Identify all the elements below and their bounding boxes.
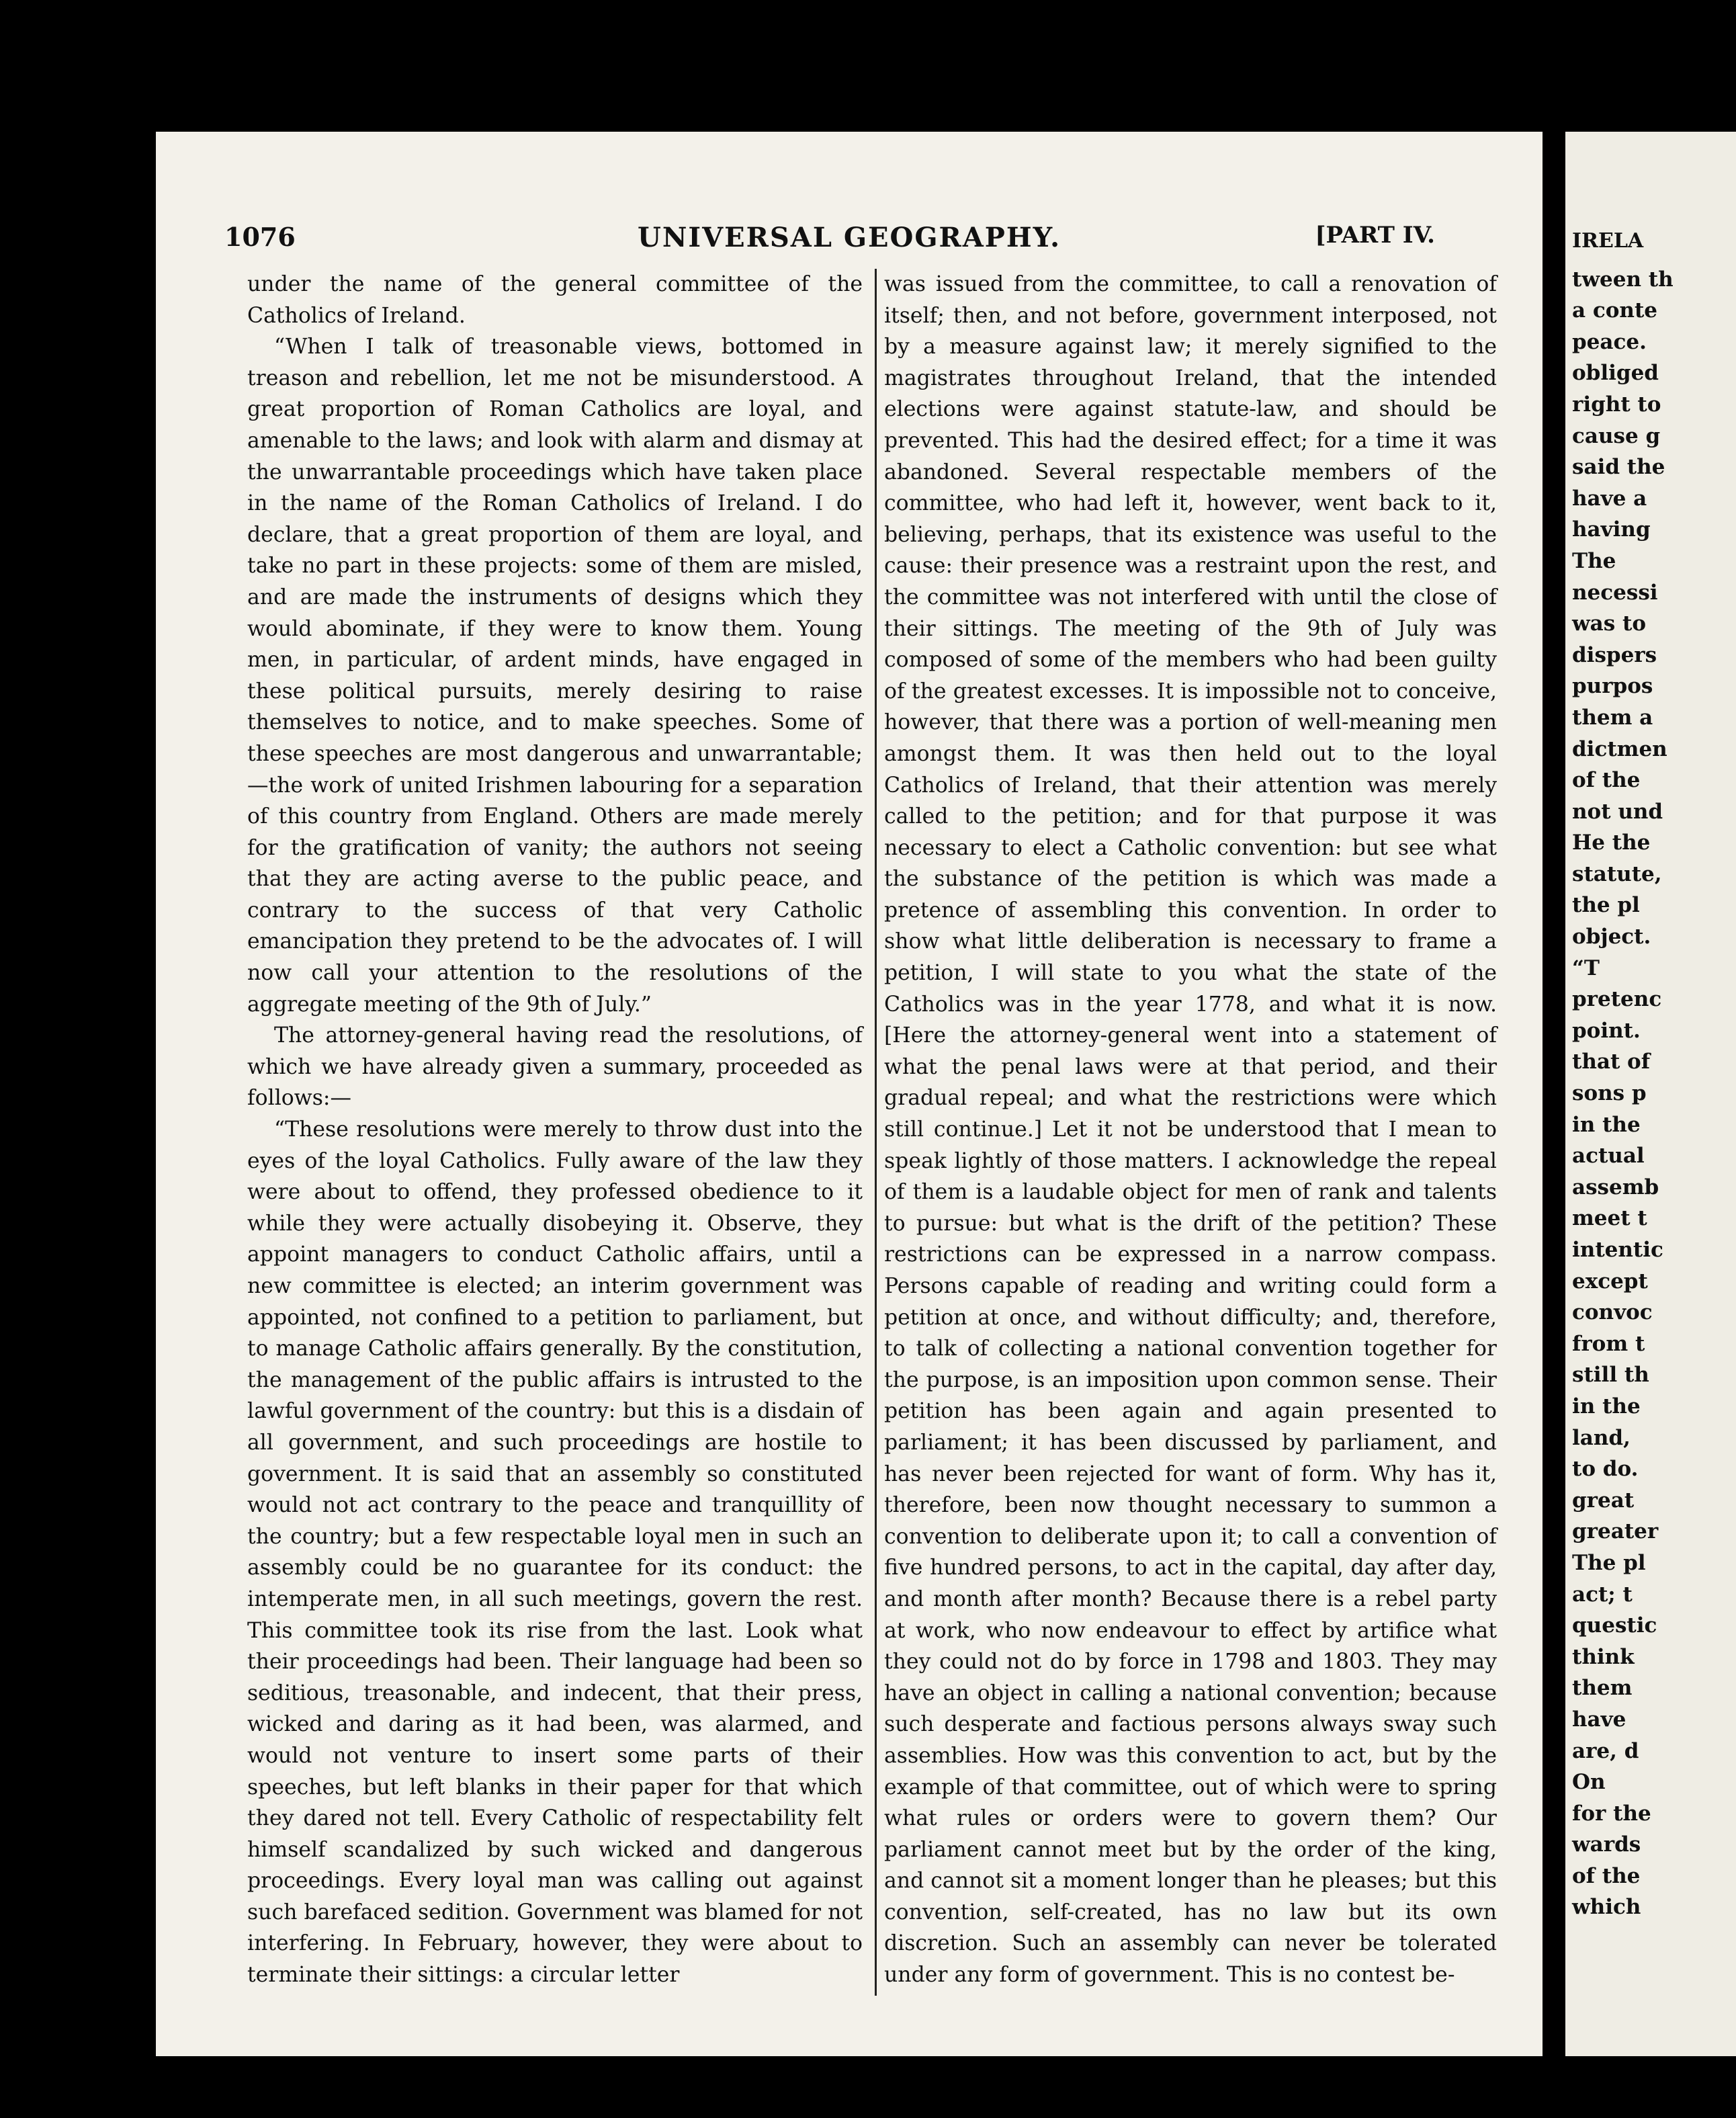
adjacent-page-line: for the — [1572, 1801, 1651, 1826]
adjacent-page-line: having — [1572, 517, 1651, 542]
paragraph: The attorney-general having read the resolutions, of which we have already given a summary, proceeded as follows:— — [247, 1023, 863, 1111]
adjacent-page-text — [1572, 226, 1733, 1923]
adjacent-page-line: to do. — [1572, 1457, 1639, 1482]
adjacent-page-line: dictmen — [1572, 736, 1667, 761]
adjacent-page-line: wards — [1572, 1832, 1641, 1857]
left-column — [247, 269, 863, 1991]
adjacent-page-line: necessi — [1572, 580, 1658, 605]
adjacent-page-line: purpos — [1572, 674, 1653, 699]
adjacent-page-title: IRELA — [1572, 229, 1644, 253]
adjacent-page-line: a conte — [1572, 298, 1658, 323]
adjacent-page-line: pretenc — [1572, 987, 1662, 1012]
adjacent-page-line: obliged — [1572, 361, 1659, 386]
adjacent-page-line: tween th — [1572, 267, 1674, 292]
right-column — [884, 269, 1497, 1991]
adjacent-page-line: He the — [1572, 831, 1651, 855]
book-page — [156, 132, 1543, 2056]
adjacent-page-line: intentic — [1572, 1238, 1663, 1262]
adjacent-page — [1565, 132, 1736, 2056]
column-rule — [875, 269, 877, 1996]
adjacent-page-line: them a — [1572, 705, 1653, 730]
adjacent-page-line: right to — [1572, 392, 1661, 417]
adjacent-page-line: except — [1572, 1269, 1648, 1294]
adjacent-page-lines — [1572, 264, 1733, 1923]
adjacent-page-line: which — [1572, 1895, 1641, 1920]
adjacent-page-line: greater — [1572, 1519, 1659, 1544]
adjacent-page-line: act; t — [1572, 1582, 1633, 1607]
adjacent-page-line: of the — [1572, 768, 1641, 793]
adjacent-page-line: point. — [1572, 1018, 1641, 1043]
part-label: [PART IV. — [1315, 222, 1435, 249]
adjacent-page-line: them — [1572, 1676, 1633, 1701]
adjacent-page-line: object. — [1572, 925, 1651, 949]
adjacent-page-line: from t — [1572, 1331, 1645, 1356]
adjacent-page-line: meet t — [1572, 1206, 1647, 1231]
adjacent-page-line: actual — [1572, 1144, 1645, 1169]
paragraph: “When I talk of treasonable views, bottomed in treason and rebellion, let me not be misunderstood. A great proportion of Roman Catholics are loyal, and amenable to the laws; and look with alarm and dismay at the unwarrantable proceedings which have taken place in the name of the Roman Catholics of Ireland. I do declare, that a great proportion of them are loyal, and take no part in these projects: some of them are misled, and are made the instruments of designs which they would abominate, if they were to know them. Young men, in particular, of ardent minds, have engaged in these political pursuits, merely desiring to raise themselves to notice, and to make speeches. Some of these speeches are most dangerous and unwarrantable;—the work of united Irishmen labouring for a separation of this country from England. Others are made merely for the gratification of vanity; the authors not seeing that they are acting averse to the public peace, and contrary to the success of that very Catholic emancipation they pretend to be the advocates of. I will now call your attention to the resolutions of the aggregate meeting of the 9th of July.” — [247, 335, 863, 1017]
page-number: 1076 — [224, 222, 296, 252]
adjacent-page-line: dispers — [1572, 642, 1657, 667]
adjacent-page-line: still th — [1572, 1363, 1649, 1388]
adjacent-page-line: in the — [1572, 1112, 1641, 1137]
adjacent-page-line: On — [1572, 1770, 1606, 1795]
adjacent-page-line: was to — [1572, 611, 1647, 636]
page-header — [156, 222, 1543, 262]
paragraph: under the name of the general committee of the Catholics of Ireland. — [247, 272, 863, 328]
adjacent-page-line: questic — [1572, 1613, 1657, 1638]
adjacent-page-line: assemb — [1572, 1175, 1659, 1199]
adjacent-page-line: land, — [1572, 1425, 1631, 1450]
adjacent-page-line: The pl — [1572, 1550, 1646, 1575]
adjacent-page-line: that of — [1572, 1050, 1651, 1074]
adjacent-page-line: great — [1572, 1488, 1635, 1513]
adjacent-page-line: of the — [1572, 1863, 1641, 1888]
adjacent-page-line: think — [1572, 1644, 1635, 1669]
adjacent-page-line: are, d — [1572, 1738, 1639, 1763]
adjacent-page-line: in the — [1572, 1394, 1641, 1418]
paragraph: was issued from the committee, to call a renovation of itself; then, and not before, government interposed, not by a measure against law; it merely signified to the magistrates throughout Ireland, that the intended elections were against statute-law, and should be prevented. This had the desired effect; for a time it was abandoned. Several respectable members of the committee, who had left it, however, went back to it, believing, perhaps, that its existence was useful to the cause: their presence was a restraint upon the rest, and the committee was not interfered with until the close of their sittings. The meeting of the 9th of July was composed of some of the members who had been guilty of the greatest excesses. It is impossible not to conceive, however, that there was a portion of well-meaning men amongst them. It was then held out to the loyal Catholics of Ireland, that their attention was merely called to the petition; and for that purpose it was necessary to elect a Catholic convention: but see what the substance of the petition is which was made a pretence of assembling this convention. In order to show what little deliberation is necessary to frame a petition, I will state to you what the state of the Catholics was in the year 1778, and what it is now. [Here the attorney-general went into a statement of what the penal laws were at that period, and their gradual repeal; and what the restrictions were which still continue.] Let it not be understood that I mean to speak lightly of those matters. I acknowledge the repeal of them is a laudable object for men of rank and talents to pursue: but what is the drift of the petition? These restrictions can be expressed in a narrow compass. Persons capable of reading and writing could form a petition at once, and without difficulty; and, therefore, to talk of collecting a national convention together for the purpose, is an imposition upon common sense. Their petition has been again and again presented to parliament; it has been discussed by parliament, and has never been rejected for want of form. Why has it, therefore, been now thought necessary to summon a convention to deliberate upon it; to call a convention of five hundred persons, to act in the capital, day after day, and month after month? Because there is a rebel party at work, who now endeavour to effect by artifice what they could not do by force in 1798 and 1803. They may have an object in calling a national convention; because such desperate and factious persons always sway such assemblies. How was this convention to act, but by the example of that committee, out of which were to spring what rules or orders were to govern them? Our parliament cannot meet but by the order of the king, and cannot sit a moment longer than he pleases; but this convention, self-created, has no law but its own discretion. Such an assembly can never be tolerated under any form of government. This is no contest be- — [884, 272, 1497, 1988]
adjacent-page-line: the pl — [1572, 893, 1640, 918]
adjacent-page-line: said the — [1572, 455, 1665, 480]
adjacent-page-line: not und — [1572, 799, 1663, 824]
adjacent-page-line: convoc — [1572, 1300, 1653, 1325]
adjacent-page-line: have a — [1572, 486, 1647, 511]
running-title: UNIVERSAL GEOGRAPHY. — [637, 222, 1061, 253]
adjacent-page-line: sons p — [1572, 1081, 1647, 1106]
adjacent-page-line: The — [1572, 548, 1616, 573]
adjacent-page-line: have — [1572, 1707, 1626, 1732]
paragraph: “These resolutions were merely to throw dust into the eyes of the loyal Catholics. Fully aware of the law they were about to offend, they professed obedience to it while they were actually disobeying it. Observe, they appoint managers to conduct Catholic affairs, until a new committee is elected; an interim government was appointed, not confined to a petition to parliament, but to manage Catholic affairs generally. By the constitution, the management of the public affairs is intrusted to the lawful government of the country: but this is a disdain of all government, and such proceedings are hostile to government. It is said that an assembly so constituted would not act contrary to the peace and tranquillity of the country; but a few respectable loyal men in such an assembly could be no guarantee for its conduct: the intemperate men, in all such meetings, govern the rest. This committee took its rise from the last. Look what their proceedings had been. Their language had been so seditious, treasonable, and indecent, that their press, wicked and daring as it had been, was alarmed, and would not venture to insert some parts of their speeches, but left blanks in their paper for that which they dared not tell. Every Catholic of respectability felt himself scandalized by such wicked and dangerous proceedings. Every loyal man was calling out against such barefaced sedition. Government was blamed for not interfering. In February, however, they were about to terminate their sittings: a circular letter — [247, 1117, 863, 1988]
adjacent-page-line: statute, — [1572, 861, 1662, 886]
adjacent-page-line: peace. — [1572, 329, 1647, 354]
adjacent-page-line: “T — [1572, 956, 1600, 980]
adjacent-page-line: cause g — [1572, 423, 1661, 448]
